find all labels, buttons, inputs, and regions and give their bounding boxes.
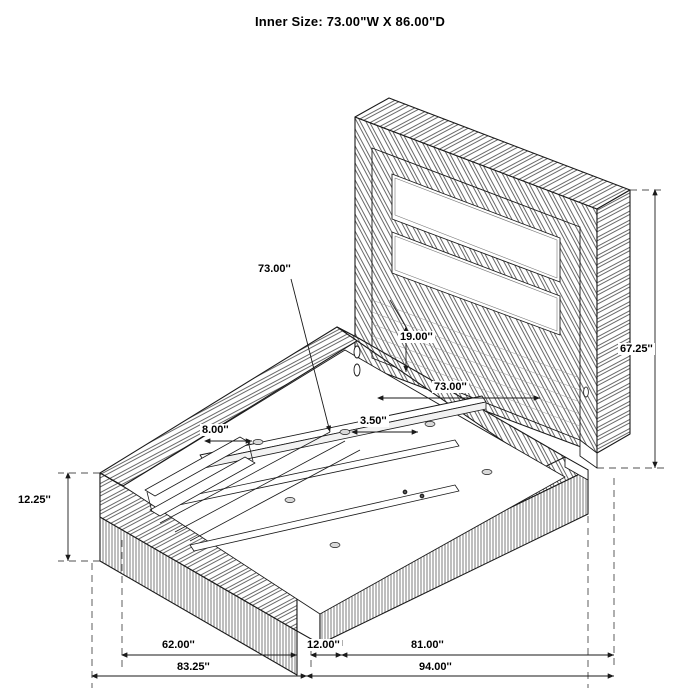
dimension-label-footboard-width: 12.00'' <box>307 639 340 651</box>
dimension-label-side-inner-depth: 62.00'' <box>162 639 195 651</box>
dimension-label-overall-side-depth: 81.00'' <box>411 639 444 651</box>
dimension-label-inner-width-callout: 73.00'' <box>258 263 291 275</box>
dimension-label-slat-thickness: 3.50'' <box>360 415 387 427</box>
dimension-label-inner-width: 73.00'' <box>434 381 467 393</box>
dimension-label-side-overall: 83.25'' <box>177 661 210 673</box>
dimension-label-rail-height: 8.00'' <box>202 424 229 436</box>
dimension-label-headboard-panel-height: 19.00'' <box>400 331 433 343</box>
dimension-label-deck-height: 12.25'' <box>18 494 51 506</box>
dimension-label-overall-width: 94.00'' <box>419 661 452 673</box>
dimension-label-overall-height: 67.25'' <box>620 343 653 355</box>
page-title: Inner Size: 73.00"W X 86.00"D <box>254 14 446 29</box>
